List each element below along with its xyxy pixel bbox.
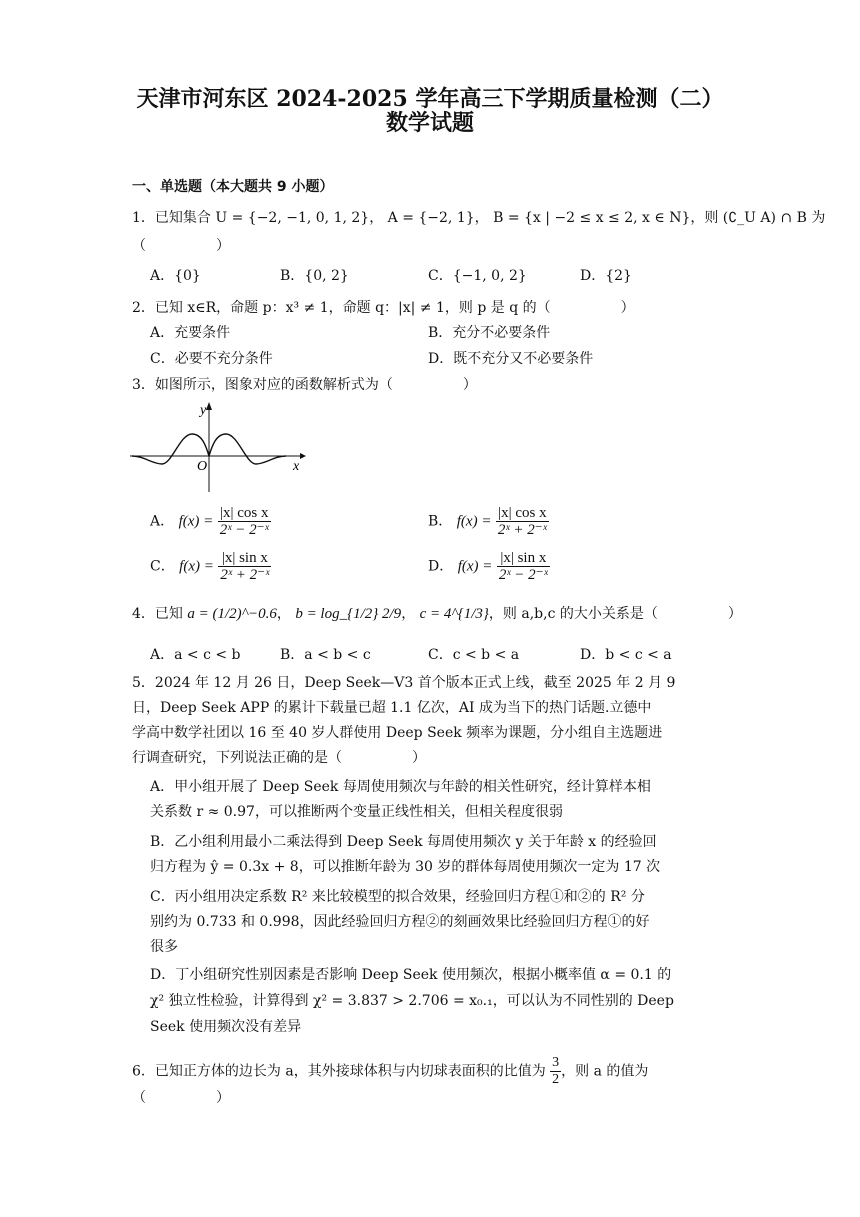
question-4-text: 4．已知 a = (1/2)^−0.6， b = log_{1/2} 2/9， c = 4^{1/3}，则 a,b,c 的大小关系是（ ） [132, 606, 742, 622]
exam-title: 天津市河东区 2024-2025 学年高三下学期质量检测（二） [136, 86, 724, 112]
q5-line-3: 学高中数学社团以 16 至 40 岁人群使用 Deep Seek 频率为课题，分小组自主选题进 [132, 725, 663, 741]
section-heading: 一、单选题（本大题共 9 小题） [132, 179, 334, 195]
q4-prefix: 4．已知 [132, 606, 183, 622]
option-label: D． [428, 558, 454, 575]
exam-subtitle: 数学试题 [385, 110, 474, 136]
fraction-numerator: |x| cos x [496, 505, 549, 522]
option-lhs: f(x) = [456, 513, 492, 530]
q4-option-a: A．a < c < b [150, 647, 241, 663]
option-fraction [218, 505, 271, 538]
fraction-denominator: 2ˣ + 2⁻ˣ [497, 522, 547, 538]
x-axis-arrow [300, 453, 306, 459]
q4-c-expression: c = 4^{1/3} [419, 606, 489, 622]
fraction-denominator: 2ˣ − 2⁻ˣ [498, 567, 548, 583]
x-axis-label: x [293, 459, 300, 474]
question-3-text: 3．如图所示，图象对应的函数解析式为（ ） [132, 377, 477, 393]
q5-line-2: 日，Deep Seek APP 的累计下载量已超 1.1 亿次，AI 成为当下的热门话题.立德中 [132, 700, 652, 716]
q2-option-d: D．既不充分又不必要条件 [428, 351, 594, 367]
fraction-numerator: |x| cos x [218, 505, 271, 522]
y-axis-arrow [206, 402, 212, 410]
fraction-denominator: 2ˣ − 2⁻ˣ [219, 522, 269, 538]
q6-fraction [550, 1055, 561, 1088]
q3-option-b [428, 505, 549, 538]
origin-label: O [197, 459, 208, 474]
q4-b-expression: b = log_{1/2} 2/9 [295, 606, 402, 622]
fraction-denominator: 2ˣ + 2⁻ˣ [220, 567, 270, 583]
question-1-paren: （ ） [132, 238, 230, 254]
q5-option-c-line-3: 很多 [150, 939, 178, 955]
option-fraction [497, 550, 550, 583]
q4-option-c: C．c < b < a [428, 647, 520, 663]
q5-option-b-line-2: 归方程为 ŷ = 0.3x + 8，可以推断年龄为 30 岁的群体每周使用频次一定为 17 次 [150, 859, 661, 875]
q5-option-a-line-1: A．甲小组开展了 Deep Seek 每周使用频次与年龄的相关性研究，经计算样本相 [150, 779, 651, 795]
q3-option-c [150, 550, 271, 583]
q4-option-b: B．a < b < c [280, 647, 371, 663]
q2-option-c: C．必要不充分条件 [150, 351, 273, 367]
q6-text: 6．已知正方体的边长为 a，其外接球体积与内切球表面积的比值为 [132, 1063, 546, 1080]
question-1-text: 1．已知集合 U = {−2, −1, 0, 1, 2}， A = {−2, 1}， B = {x | −2 ≤ x ≤ 2, x ∈ N}，则 (∁_U A) ∩ B 为 [132, 210, 826, 226]
q4-a-expression: a = (1/2)^−0.6 [187, 606, 277, 622]
option-fraction [496, 505, 549, 538]
option-lhs: f(x) = [179, 558, 214, 575]
q5-option-c-line-2: 别约为 0.733 和 0.998，因此经验回归方程②的刻画效果比经验回归方程①的好 [150, 914, 650, 930]
question-6-text [132, 1055, 648, 1088]
q1-option-c: C．{−1, 0, 2} [428, 268, 527, 284]
fraction-numerator: 3 [552, 1055, 560, 1070]
option-label: A． [150, 513, 175, 530]
q5-option-b-line-1: B．乙小组利用最小二乘法得到 Deep Seek 每周使用频次 y 关于年龄 x 的经验回 [150, 834, 657, 850]
q5-line-1: 5．2024 年 12 月 26 日，Deep Seek—V3 首个版本正式上线，截至 2025 年 2 月 9 [132, 675, 676, 691]
q1-option-a: A．{0} [150, 268, 201, 284]
q4-option-d: D．b < c < a [580, 647, 672, 663]
q1-option-b: B．{0, 2} [280, 268, 349, 284]
fraction-numerator: |x| sin x [218, 550, 271, 567]
q6-tail: ，则 a 的值为 [561, 1063, 649, 1080]
fraction-denominator: 2 [552, 1072, 560, 1087]
y-axis-label: y [200, 403, 207, 418]
function-graph [128, 398, 308, 494]
question-2-text: 2．已知 x∈R，命题 p：x³ ≠ 1，命题 q：|x| ≠ 1，则 p 是 q 的（ ） [132, 300, 635, 316]
q5-option-d-line-1: D．丁小组研究性别因素是否影响 Deep Seek 使用频次，根据小概率值 α = 0.1 的 [150, 967, 672, 983]
q2-option-a: A．充要条件 [150, 325, 231, 341]
q3-option-a [150, 505, 271, 538]
q5-option-c-line-1: C．丙小组用决定系数 R² 来比较模型的拟合效果，经验回归方程①和②的 R² 分 [150, 889, 645, 905]
q2-option-b: B．充分不必要条件 [428, 325, 551, 341]
option-label: C． [150, 558, 175, 575]
fraction-numerator: |x| sin x [497, 550, 550, 567]
q3-option-d [428, 550, 550, 583]
question-6-paren: （ ） [132, 1090, 230, 1106]
option-fraction [218, 550, 271, 583]
option-lhs: f(x) = [457, 558, 493, 575]
option-label: B． [428, 513, 453, 530]
q5-option-d-line-3: Seek 使用频次没有差异 [150, 1019, 302, 1035]
q1-option-d: D．{2} [580, 268, 632, 284]
q4-suffix: ，则 a,b,c 的大小关系是（ ） [488, 606, 742, 622]
q5-option-d-line-2: χ² 独立性检验，计算得到 χ² = 3.837 > 2.706 = x₀.₁，可以认为不同性别的 Deep [150, 993, 674, 1009]
q5-line-4: 行调查研究，下列说法正确的是（ ） [132, 750, 426, 766]
q5-option-a-line-2: 关系数 r ≈ 0.97，可以推断两个变量正线性相关，但相关程度很弱 [150, 804, 563, 820]
option-lhs: f(x) = [178, 513, 214, 530]
